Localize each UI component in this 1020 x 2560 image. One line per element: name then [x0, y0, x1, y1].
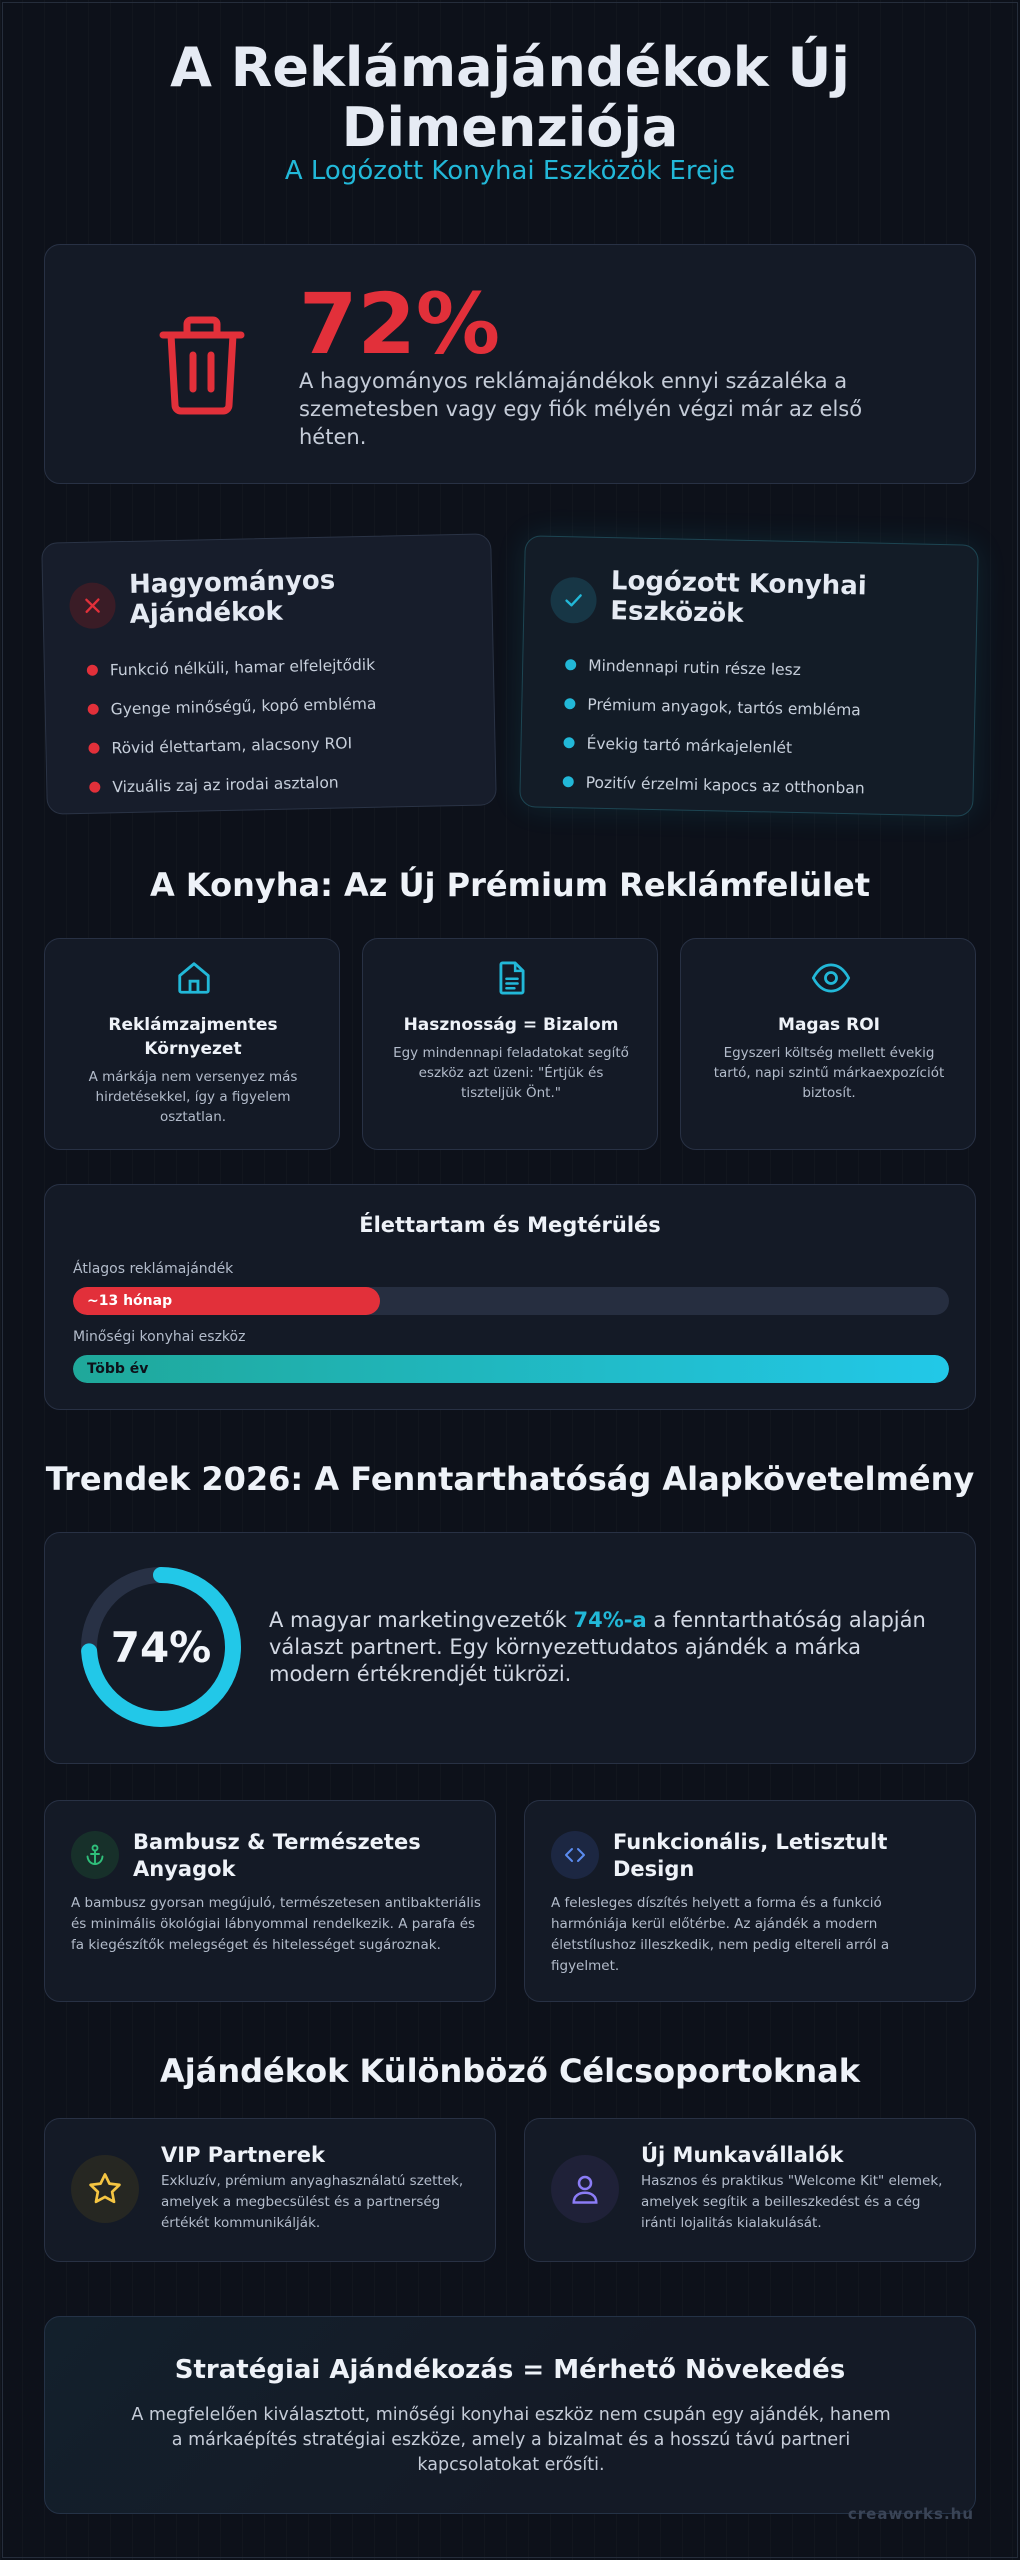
- home-icon: [175, 959, 213, 997]
- bar-label: Minőségi konyhai eszköz: [73, 1329, 246, 1345]
- feature-title: Reklámzajmentes Környezet: [108, 1015, 278, 1059]
- feature-card-ad-free: [44, 938, 340, 1150]
- trends-section-heading: Trendek 2026: A Fenntarthatóság Alapkövetelmény: [45, 1460, 975, 1498]
- list-item: [564, 684, 867, 729]
- audience-title: VIP Partnerek: [161, 2143, 325, 2167]
- list-item: [563, 723, 866, 768]
- feature-description: Egyszeri költség mellett évekig tartó, napi szintű márkaexpozíciót biztosít.: [713, 1045, 945, 1101]
- lifespan-card: [44, 1184, 976, 1410]
- traditional-gifts-title: Hagyományos Ajándékok: [128, 565, 336, 630]
- audience-title: Új Munkavállalók: [641, 2143, 844, 2167]
- list-item: [88, 723, 378, 768]
- material-description: A felesleges díszítés helyett a forma és a funkció harmóniája kerül előtérbe. Az ajándék a modern életstílushoz illeszkedik, nem pedig eltereli arról a figyelmet.: [551, 1895, 890, 1974]
- material-card-bamboo: [44, 1800, 496, 2002]
- list-item-text: Prémium anyagok, tartós embléma: [587, 695, 861, 719]
- audiences-section-heading: Ajándékok Különböző Célcsoportoknak: [160, 2052, 860, 2090]
- feature-card-trust: [362, 938, 658, 1150]
- audience-description: Exkluzív, prémium anyaghasználatú szettek, amelyek a megbecsülést és a partnerség értékét kommunikálják.: [161, 2173, 464, 2231]
- list-item-text: Gyenge minőségű, kopó embléma: [110, 694, 377, 718]
- traditional-gifts-card: [41, 533, 497, 814]
- material-description: A bambusz gyorsan megújuló, természetesen antibakteriális és minimális ökológiai lábnyommal rendelkezik. A parafa és fa kiegészítők melegséget és hitelességet sugároznak.: [71, 1895, 481, 1953]
- traditional-gifts-list: [86, 645, 378, 807]
- page-subtitle: A Logózott Konyhai Eszközök Ereje: [284, 156, 736, 186]
- trend-text: [269, 1607, 939, 1688]
- anchor-icon: [71, 1831, 119, 1879]
- bullet-dot: [563, 737, 574, 748]
- list-item: [87, 684, 377, 729]
- bullet-dot: [565, 659, 576, 670]
- progress-track: [73, 1287, 949, 1315]
- stat-value: 72%: [299, 275, 501, 373]
- audience-card-vip: [44, 2118, 496, 2262]
- cta-title: Stratégiai Ajándékozás = Mérhető Növekedés: [174, 2355, 846, 2385]
- logo-kitchen-tools-card: [519, 535, 979, 816]
- trend-text-part: a fenntarthatóság alapján választ partnert. Egy környezettudatos ajándék a márka modern értékrendjét tükrözi.: [269, 1608, 926, 1686]
- list-item: [562, 762, 865, 807]
- document-icon: [493, 959, 531, 997]
- feature-description: A márkája nem versenyez más hirdetésekkel, így a figyelem osztatlan.: [88, 1069, 298, 1125]
- progress-fill: Több év: [73, 1355, 949, 1383]
- list-item-text: Funkció nélküli, hamar elfelejtődik: [109, 655, 376, 679]
- code-icon: [551, 1831, 599, 1879]
- star-icon: [71, 2155, 139, 2223]
- logo-kitchen-tools-list: [562, 645, 867, 807]
- bullet-dot: [563, 776, 574, 787]
- list-item: [89, 762, 379, 807]
- progress-track: [73, 1355, 949, 1383]
- lifespan-title: Élettartam és Megtérülés: [359, 1213, 661, 1237]
- list-item-text: Évekig tartó márkajelenlét: [586, 734, 793, 757]
- audience-description: Hasznos és praktikus "Welcome Kit" elemek, amelyek segítik a beilleszkedést és a cég iránti lojalitás kialakulását.: [641, 2173, 943, 2231]
- stat-card: [44, 244, 976, 484]
- stat-description: A hagyományos reklámajándékok ennyi százaléka a szemetesben vagy egy fiók mélyén végzi már az első héten.: [299, 369, 863, 449]
- brand-watermark: creaworks.hu: [847, 2505, 974, 2523]
- list-item: [565, 645, 868, 690]
- feature-title: Magas ROI: [778, 1015, 880, 1035]
- list-item-text: Rövid élettartam, alacsony ROI: [111, 733, 353, 757]
- feature-card-roi: [680, 938, 976, 1150]
- logo-kitchen-tools-title: Logózott Konyhai Eszközök: [610, 566, 868, 629]
- list-item-text: Pozitív érzelmi kapocs az otthonban: [585, 773, 865, 797]
- donut-value: 74%: [110, 1622, 212, 1672]
- trend-text-part: A magyar marketingvezetők: [269, 1608, 574, 1632]
- bullet-dot: [89, 782, 100, 793]
- bullet-dot: [88, 704, 99, 715]
- progress-fill: ~13 hónap: [73, 1287, 380, 1315]
- list-item: [86, 645, 376, 690]
- list-item-text: Mindennapi rutin része lesz: [588, 656, 802, 679]
- trash-icon: [157, 315, 247, 415]
- trend-stat-card: [44, 1532, 976, 1764]
- material-title: Funkcionális, Letisztult Design: [613, 1830, 888, 1881]
- x-icon: [69, 582, 116, 629]
- strategy-cta-card: [44, 2316, 976, 2514]
- bullet-dot: [88, 743, 99, 754]
- page-title: A Reklámajándékok Új Dimenziója: [170, 36, 850, 159]
- material-title: Bambusz & Természetes Anyagok: [133, 1830, 421, 1881]
- check-icon: [550, 577, 597, 624]
- material-card-design: [524, 1800, 976, 2002]
- bullet-dot: [564, 698, 575, 709]
- bullet-dot: [87, 665, 98, 676]
- feature-description: Egy mindennapi feladatokat segítő eszköz azt üzeni: "Értjük és tiszteljük Önt.": [393, 1045, 629, 1101]
- list-item-text: Vizuális zaj az irodai asztalon: [112, 773, 339, 796]
- eye-icon: [811, 959, 851, 997]
- audience-card-new-employees: [524, 2118, 976, 2262]
- kitchen-section-heading: A Konyha: Az Új Prémium Reklámfelület: [149, 866, 871, 904]
- bar-label: Átlagos reklámajándék: [73, 1261, 234, 1277]
- feature-title: Hasznosság = Bizalom: [403, 1015, 619, 1035]
- user-icon: [551, 2155, 619, 2223]
- trend-highlight: 74%-a: [573, 1608, 647, 1632]
- cta-text: A megfelelően kiválasztott, minőségi konyhai eszköz nem csupán egy ajándék, hanem a márkaépítés stratégiai eszköze, amely a bizalmat és a hosszú távú partneri kapcsolatokat erősíti.: [131, 2405, 891, 2475]
